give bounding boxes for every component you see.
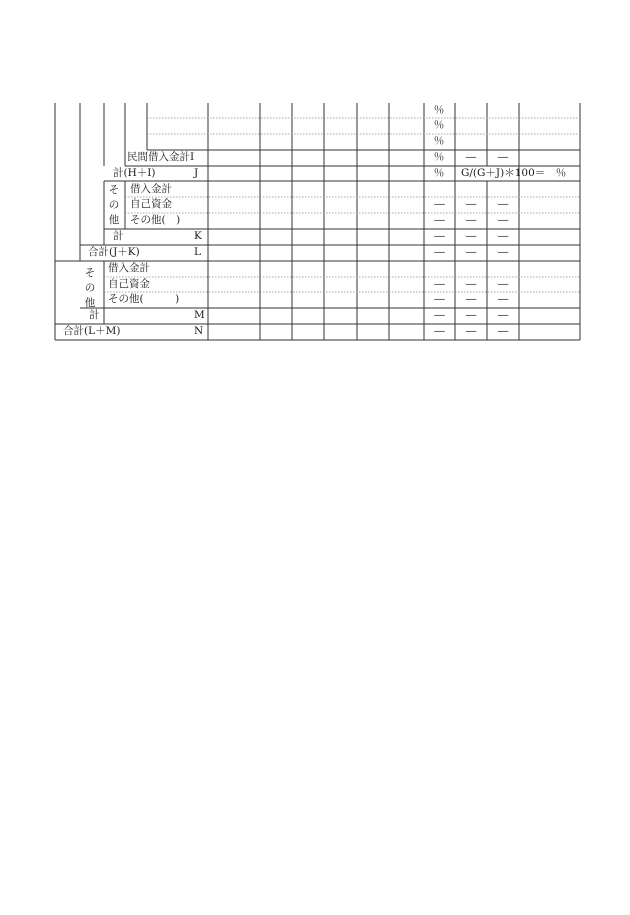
dash-mark: ― [497,151,509,163]
dash-mark: ― [465,293,477,305]
dash-mark: ― [434,278,445,290]
group-label-other-b: その他 [84,267,96,309]
dash-mark: ― [434,325,445,337]
dash-mark: ― [434,293,445,305]
group-label-other-a: その他 [108,184,120,226]
percent-mark: ％ [433,104,445,116]
row-label-other-b-own-funds: 自己資金 [108,278,150,290]
percent-mark: ％ [433,151,445,163]
dash-mark: ― [465,214,477,226]
dash-mark: ― [434,230,445,242]
percent-mark: ％ [433,135,445,147]
dash-mark: ― [465,230,477,242]
row-label-other-a-loans: 借入金計 [130,183,172,195]
dash-mark: ― [497,198,509,210]
dash-mark: ― [434,246,445,258]
ratio-formula: G/(G＋J)＊100＝ ％ [461,167,567,179]
row-code-n: N [194,325,204,337]
dash-mark: ― [434,214,445,226]
dash-mark: ― [465,278,477,290]
row-code-l: L [194,246,201,258]
percent-mark: ％ [433,119,445,131]
row-label-total-n: 合計(L＋M) [63,325,121,337]
dash-mark: ― [465,309,477,321]
row-code-m: M [194,309,205,321]
dash-mark: ― [497,246,509,258]
dash-mark: ― [465,151,477,163]
row-label-other-a-other: その他( ) [130,214,181,226]
dash-mark: ― [497,309,509,321]
row-label-subtotal-m: 計 [89,309,100,321]
dash-mark: ― [497,230,509,242]
dash-mark: ― [497,293,509,305]
row-label-subtotal-j: 計(H＋I) [113,167,156,179]
row-label-subtotal-k: 計 [113,230,124,242]
percent-mark: ％ [433,167,445,179]
row-label-other-b-other: その他( ) [108,293,180,305]
row-label-other-b-loans: 借入金計 [108,262,150,274]
dash-mark: ― [497,214,509,226]
row-label-private-loan-total: 民間借入金計I [127,151,195,163]
dash-mark: ― [465,198,477,210]
dash-mark: ― [497,278,509,290]
row-label-other-a-own-funds: 自己資金 [130,198,172,210]
dash-mark: ― [465,325,477,337]
dash-mark: ― [497,325,509,337]
row-code-j: J [194,167,199,179]
row-code-k: K [194,230,202,242]
dash-mark: ― [465,246,477,258]
dash-mark: ― [434,309,445,321]
dash-mark: ― [434,198,445,210]
row-label-total-l: 合計(J＋K) [88,246,140,258]
